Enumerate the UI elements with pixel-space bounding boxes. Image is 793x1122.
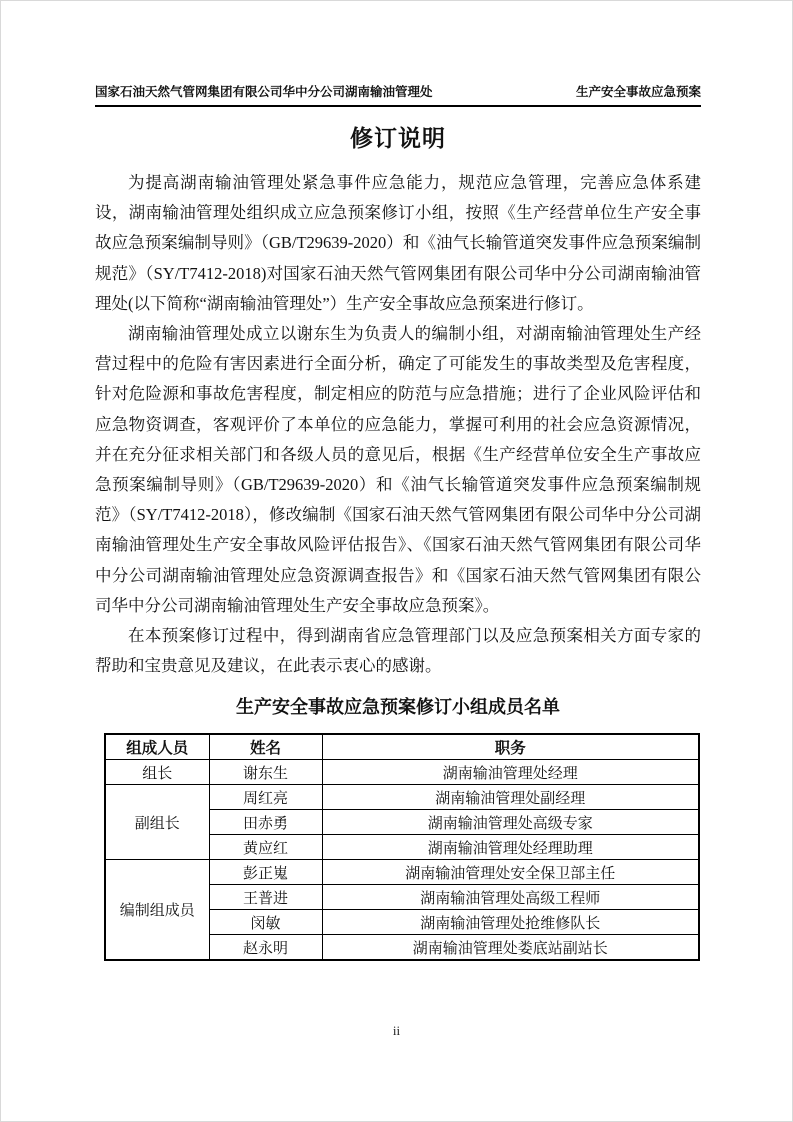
position-cell: 湖南输油管理处高级工程师 <box>322 885 699 910</box>
position-cell: 湖南输油管理处娄底站副站长 <box>322 935 699 961</box>
position-cell: 湖南输油管理处抢维修队长 <box>322 910 699 935</box>
revision-team-table <box>104 733 700 961</box>
page-content <box>95 1 701 961</box>
position-cell: 湖南输油管理处经理助理 <box>322 835 699 860</box>
name-cell: 王普进 <box>209 885 322 910</box>
position-cell: 湖南输油管理处经理 <box>322 760 699 785</box>
name-cell: 彭正嵬 <box>209 860 322 885</box>
table-row <box>105 760 699 785</box>
name-cell: 黄应红 <box>209 835 322 860</box>
page-header <box>95 1 701 107</box>
role-cell: 副组长 <box>105 785 209 860</box>
table-row <box>105 860 699 885</box>
table-header-row <box>105 734 699 760</box>
paragraph: 为提高湖南输油管理处紧急事件应急能力，规范应急管理，完善应急体系建设，湖南输油管理处组织成立应急预案修订小组，按照《生产经营单位生产安全事故应急预案编制导则》（GB/T29639-2020）和《油气长输管道突发事件应急预案编制规范》（SY/T7412-2018)对国家石油天然气管网集团有限公司华中分公司湖南输油管理处(以下简称“湖南输油管理处”）生产安全事故应急预案进行修订。 <box>95 173 701 313</box>
name-cell: 田赤勇 <box>209 810 322 835</box>
header-left-text: 国家石油天然气管网集团有限公司华中分公司湖南输油管理处 <box>95 85 433 99</box>
position-cell: 湖南输油管理处高级专家 <box>322 810 699 835</box>
section-title: 修订说明 <box>350 126 446 151</box>
position-cell: 湖南输油管理处安全保卫部主任 <box>322 860 699 885</box>
table-row <box>105 785 699 810</box>
role-cell: 组长 <box>105 760 209 785</box>
name-cell: 周红亮 <box>209 785 322 810</box>
table-header-cell: 职务 <box>322 734 699 760</box>
page-number: ii <box>392 1023 401 1038</box>
name-cell: 谢东生 <box>209 760 322 785</box>
paragraph: 在本预案修订过程中，得到湖南省应急管理部门以及应急预案相关方面专家的帮助和宝贵意见及建议，在此表示衷心的感谢。 <box>95 626 701 676</box>
position-cell: 湖南输油管理处副经理 <box>322 785 699 810</box>
name-cell: 赵永明 <box>209 935 322 961</box>
role-cell: 编制组成员 <box>105 860 209 961</box>
table-header-cell: 姓名 <box>209 734 322 760</box>
table-header-cell: 组成人员 <box>105 734 209 760</box>
name-cell: 闵敏 <box>209 910 322 935</box>
body-paragraphs <box>95 168 701 681</box>
header-right-text: 生产安全事故应急预案 <box>575 85 701 99</box>
paragraph: 湖南输油管理处成立以谢东生为负责人的编制小组，对湖南输油管理处生产经营过程中的危险有害因素进行全面分析，确定了可能发生的事故类型及危害程度，针对危险源和事故危害程度，制定相应的防范与应急措施；进行了企业风险评估和应急物资调查，客观评价了本单位的应急能力，掌握可利用的社会应急资源情况，并在充分征求相关部门和各级人员的意见后，根据《生产经营单位安全生产事故应急预案编制导则》（GB/T29639-2020）和《油气长输管道突发事件应急预案编制规范》（SY/T7412-2018），修改编制《国家石油天然气管网集团有限公司华中分公司湖南输油管理处生产安全事故风险评估报告》、《国家石油天然气管网集团有限公司华中分公司湖南输油管理处应急资源调查报告》和《国家石油天然气管网集团有限公司华中分公司湖南输油管理处生产安全事故应急预案》。 <box>95 324 701 615</box>
table-title: 生产安全事故应急预案修订小组成员名单 <box>236 697 560 718</box>
